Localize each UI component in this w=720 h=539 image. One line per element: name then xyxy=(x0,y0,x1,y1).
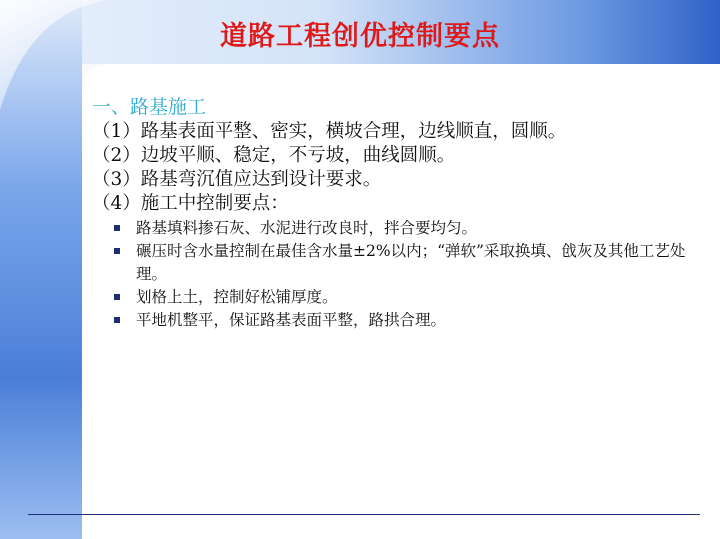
bullet-text: 碾压时含水量控制在最佳含水量±2%以内；“弹软”采取换填、戗灰及其他工艺处理。 xyxy=(136,242,686,283)
slide-title: 道路工程创优控制要点 xyxy=(220,21,500,52)
square-bullet-icon xyxy=(114,294,120,300)
list-item xyxy=(114,286,702,309)
numbered-item-1: （1）路基表面平整、密实，横坡合理，边线顺直，圆顺。 xyxy=(92,121,567,142)
list-item xyxy=(114,217,702,240)
control-points-list xyxy=(114,217,702,332)
list-item xyxy=(114,240,702,286)
numbered-item-4: （4）施工中控制要点： xyxy=(92,193,289,214)
bullet-text: 路基填料掺石灰、水泥进行改良时，拌合要均匀。 xyxy=(136,219,478,237)
section-heading: 一、路基施工 xyxy=(92,96,207,118)
numbered-item-2: （2）边坡平顺、稳定，不亏坡，曲线圆顺。 xyxy=(92,145,456,166)
numbered-item-3: （3）路基弯沉值应达到设计要求。 xyxy=(92,169,382,190)
square-bullet-icon xyxy=(114,248,120,254)
bullet-text: 平地机整平，保证路基表面平整，路拱合理。 xyxy=(136,311,447,329)
footer-rule xyxy=(28,514,700,515)
square-bullet-icon xyxy=(114,317,120,323)
slide-content xyxy=(92,95,702,332)
square-bullet-icon xyxy=(114,225,120,231)
bullet-text: 划格上土，控制好松铺厚度。 xyxy=(136,288,338,306)
list-item xyxy=(114,309,702,332)
